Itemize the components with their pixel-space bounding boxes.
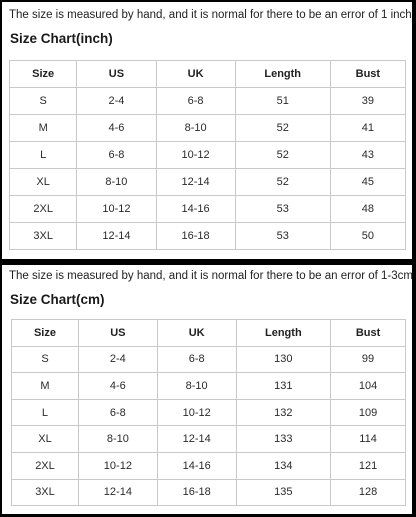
cell-length: 135 [236, 479, 331, 506]
cell-uk: 6-8 [157, 346, 236, 373]
cell-uk: 14-16 [157, 452, 236, 479]
header-us: US [78, 320, 157, 347]
table-header-row [12, 320, 406, 347]
cell-length: 51 [235, 88, 330, 115]
header-bust: Bust [331, 320, 406, 347]
cell-us: 2-4 [77, 88, 156, 115]
cell-bust: 48 [330, 196, 405, 223]
cell-length: 52 [235, 142, 330, 169]
header-length: Length [235, 61, 330, 88]
cell-length: 130 [236, 346, 331, 373]
cell-bust: 99 [331, 346, 406, 373]
cell-uk: 10-12 [156, 142, 235, 169]
table-row [10, 88, 406, 115]
cell-length: 134 [236, 452, 331, 479]
cell-size: S [12, 346, 79, 373]
cell-size: S [10, 88, 77, 115]
cell-uk: 14-16 [156, 196, 235, 223]
measurement-note: The size is measured by hand, and it is normal for there to be an error of 1-3cm [9, 270, 413, 282]
header-length: Length [236, 320, 331, 347]
table-header-row [10, 61, 406, 88]
size-table-cm [11, 319, 406, 506]
cell-us: 10-12 [78, 452, 157, 479]
cell-uk: 8-10 [156, 115, 235, 142]
cell-us: 4-6 [78, 373, 157, 400]
cell-bust: 104 [331, 373, 406, 400]
cell-size: 2XL [12, 452, 79, 479]
cell-size: L [12, 399, 79, 426]
cell-us: 8-10 [78, 426, 157, 453]
table-row [12, 399, 406, 426]
cell-size: XL [10, 169, 77, 196]
cell-length: 133 [236, 426, 331, 453]
cell-size: 3XL [10, 223, 77, 250]
cell-us: 4-6 [77, 115, 156, 142]
table-row [12, 426, 406, 453]
measurement-note: The size is measured by hand, and it is normal for there to be an error of 1 inch [9, 9, 412, 21]
cell-size: L [10, 142, 77, 169]
header-us: US [77, 61, 156, 88]
header-size: Size [10, 61, 77, 88]
cell-size: M [12, 373, 79, 400]
cell-bust: 39 [330, 88, 405, 115]
cell-bust: 41 [330, 115, 405, 142]
cell-us: 6-8 [77, 142, 156, 169]
cell-uk: 16-18 [157, 479, 236, 506]
cell-size: XL [12, 426, 79, 453]
cell-bust: 50 [330, 223, 405, 250]
cell-bust: 128 [331, 479, 406, 506]
size-chart-cm-panel [2, 265, 412, 514]
table-row [12, 479, 406, 506]
table-row [10, 115, 406, 142]
cell-uk: 12-14 [156, 169, 235, 196]
cell-size: 3XL [12, 479, 79, 506]
size-chart-inch-panel [2, 2, 412, 259]
table-row [10, 196, 406, 223]
cell-length: 53 [235, 223, 330, 250]
table-row [10, 142, 406, 169]
cell-us: 8-10 [77, 169, 156, 196]
chart-title: Size Chart(cm) [10, 292, 105, 307]
chart-title: Size Chart(inch) [10, 31, 113, 46]
header-uk: UK [157, 320, 236, 347]
table-row [12, 373, 406, 400]
cell-uk: 12-14 [157, 426, 236, 453]
cell-uk: 6-8 [156, 88, 235, 115]
cell-bust: 43 [330, 142, 405, 169]
cell-us: 6-8 [78, 399, 157, 426]
cell-bust: 114 [331, 426, 406, 453]
cell-us: 12-14 [77, 223, 156, 250]
cell-length: 131 [236, 373, 331, 400]
size-table-inch [9, 60, 406, 250]
cell-us: 12-14 [78, 479, 157, 506]
cell-length: 132 [236, 399, 331, 426]
cell-length: 53 [235, 196, 330, 223]
table-row [10, 169, 406, 196]
header-bust: Bust [330, 61, 405, 88]
cell-bust: 121 [331, 452, 406, 479]
cell-bust: 109 [331, 399, 406, 426]
cell-uk: 8-10 [157, 373, 236, 400]
table-row [12, 346, 406, 373]
header-uk: UK [156, 61, 235, 88]
cell-us: 2-4 [78, 346, 157, 373]
table-row [10, 223, 406, 250]
cell-uk: 10-12 [157, 399, 236, 426]
cell-length: 52 [235, 115, 330, 142]
cell-bust: 45 [330, 169, 405, 196]
cell-us: 10-12 [77, 196, 156, 223]
cell-uk: 16-18 [156, 223, 235, 250]
table-row [12, 452, 406, 479]
cell-size: M [10, 115, 77, 142]
header-size: Size [12, 320, 79, 347]
cell-size: 2XL [10, 196, 77, 223]
cell-length: 52 [235, 169, 330, 196]
